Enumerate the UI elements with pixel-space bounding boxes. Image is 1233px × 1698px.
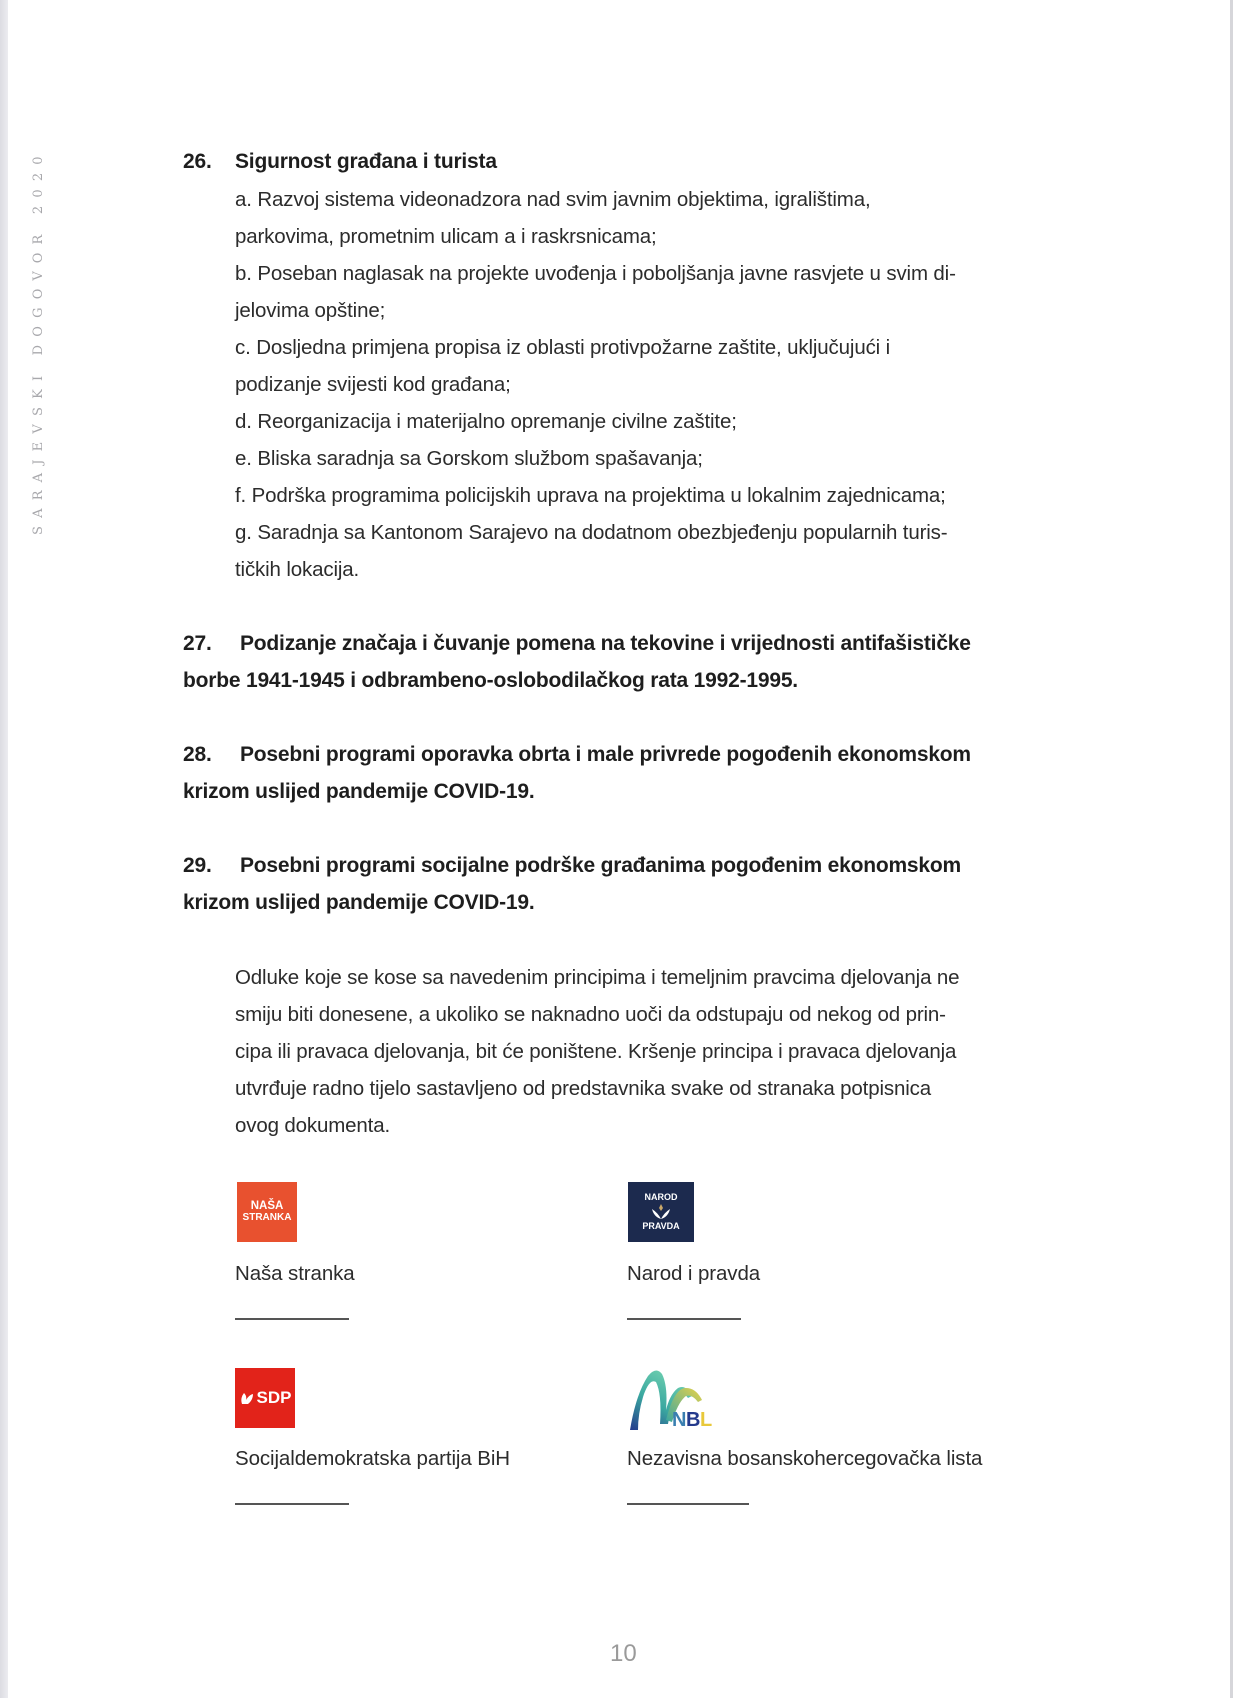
- sub-item-d: d. Reorganizacija i materijalno opremanje civilne zaštite;: [235, 410, 737, 433]
- closing-paragraph-line: Odluke koje se kose sa navedenim principima i temeljnim pravcima djelovanja ne: [235, 966, 960, 989]
- nbl-letter-b: B: [686, 1409, 701, 1431]
- nbl-letter-l: L: [700, 1409, 713, 1431]
- item-number: 29.: [183, 854, 212, 877]
- page-number: 10: [610, 1640, 637, 1667]
- signatory-name-sdp: Socijaldemokratska partija BiH: [235, 1447, 511, 1470]
- item-text: Posebni programi socijalne podrške građanima pogođenim ekonomskom: [240, 854, 961, 877]
- hands-leaf-icon: [650, 1203, 672, 1221]
- nbl-logo: [626, 1364, 722, 1436]
- closing-paragraph-line: ovog dokumenta.: [235, 1114, 391, 1137]
- item-number: 27.: [183, 632, 212, 655]
- signatory-name-narod-i-pravda: Narod i pravda: [627, 1262, 761, 1285]
- sub-item-f: f. Podrška programima policijskih uprava na projektima u lokalnim zajednicama;: [235, 484, 946, 507]
- sdp-logo: [235, 1368, 295, 1428]
- closing-paragraph-line: utvrđuje radno tijelo sastavljeno od predstavnika svake od stranaka potpisnica: [235, 1077, 931, 1100]
- sub-item-e: e. Bliska saradnja sa Gorskom službom spašavanja;: [235, 447, 703, 470]
- sub-item-g: g. Saradnja sa Kantonom Sarajevo na dodatnom obezbjeđenju popularnih turis-: [235, 521, 948, 544]
- signature-line: [235, 1503, 349, 1505]
- signature-line: [235, 1318, 349, 1320]
- signatory-name-nbl: Nezavisna bosanskohercegovačka lista: [627, 1447, 983, 1470]
- signature-line: [627, 1318, 741, 1320]
- signature-line: [627, 1503, 749, 1505]
- sub-item-c: c. Dosljedna primjena propisa iz oblasti protivpožarne zaštite, uključujući i: [235, 336, 891, 359]
- sub-item-b-cont: jelovima opštine;: [235, 299, 386, 322]
- item-number: 28.: [183, 743, 212, 766]
- logo-text: NAROD: [644, 1192, 678, 1202]
- closing-paragraph-line: cipa ili pravaca djelovanja, bit će poništene. Kršenje principa i pravaca djelovanja: [235, 1040, 957, 1063]
- narod-i-pravda-logo: [628, 1182, 694, 1242]
- sub-item-a: a. Razvoj sistema videonadzora nad svim javnim objektima, igralištima,: [235, 188, 871, 211]
- sub-item-b: b. Poseban naglasak na projekte uvođenja i poboljšanja javne rasvjete u svim di-: [235, 262, 956, 285]
- item-27-line2: borbe 1941-1945 i odbrambeno-oslobodilačkog rata 1992-1995.: [183, 669, 798, 692]
- logo-text: PRAVDA: [642, 1221, 680, 1231]
- item-26-heading: [183, 150, 497, 174]
- nbl-wave-logo: [626, 1364, 722, 1436]
- item-29-line2: krizom uslijed pandemije COVID-19.: [183, 891, 535, 914]
- item-title: Sigurnost građana i turista: [235, 150, 497, 173]
- item-28-line1: [183, 743, 971, 767]
- sub-item-a-cont: parkovima, prometnim ulicam a i raskrsnicama;: [235, 225, 657, 248]
- item-28-line2: krizom uslijed pandemije COVID-19.: [183, 780, 535, 803]
- item-27-line1: [183, 632, 971, 656]
- item-text: Posebni programi oporavka obrta i male privrede pogođenih ekonomskom: [240, 743, 971, 766]
- nbl-letter-n: N: [672, 1409, 687, 1431]
- side-running-header: SARAJEVSKI DOGOVOR 2020: [31, 148, 46, 535]
- sub-item-c-cont: podizanje svijesti kod građana;: [235, 373, 511, 396]
- page-left-edge: [0, 0, 8, 1698]
- item-number: 26.: [183, 150, 212, 173]
- signatory-name-nasa-stranka: Naša stranka: [235, 1262, 355, 1285]
- logo-text: STRANKA: [242, 1212, 292, 1223]
- item-29-line1: [183, 854, 961, 878]
- item-text: Podizanje značaja i čuvanje pomena na tekovine i vrijednosti antifašističke: [240, 632, 971, 655]
- logo-text: NAŠA: [250, 1200, 284, 1212]
- nasa-stranka-logo: [237, 1182, 297, 1242]
- sub-item-g-cont: tičkih lokacija.: [235, 558, 360, 581]
- closing-paragraph-line: smiju biti donesene, a ukoliko se naknadno uoči da odstupaju od nekog od prin-: [235, 1003, 946, 1026]
- sdp-flower-icon: [239, 1390, 255, 1406]
- logo-text: SDP: [256, 1388, 292, 1407]
